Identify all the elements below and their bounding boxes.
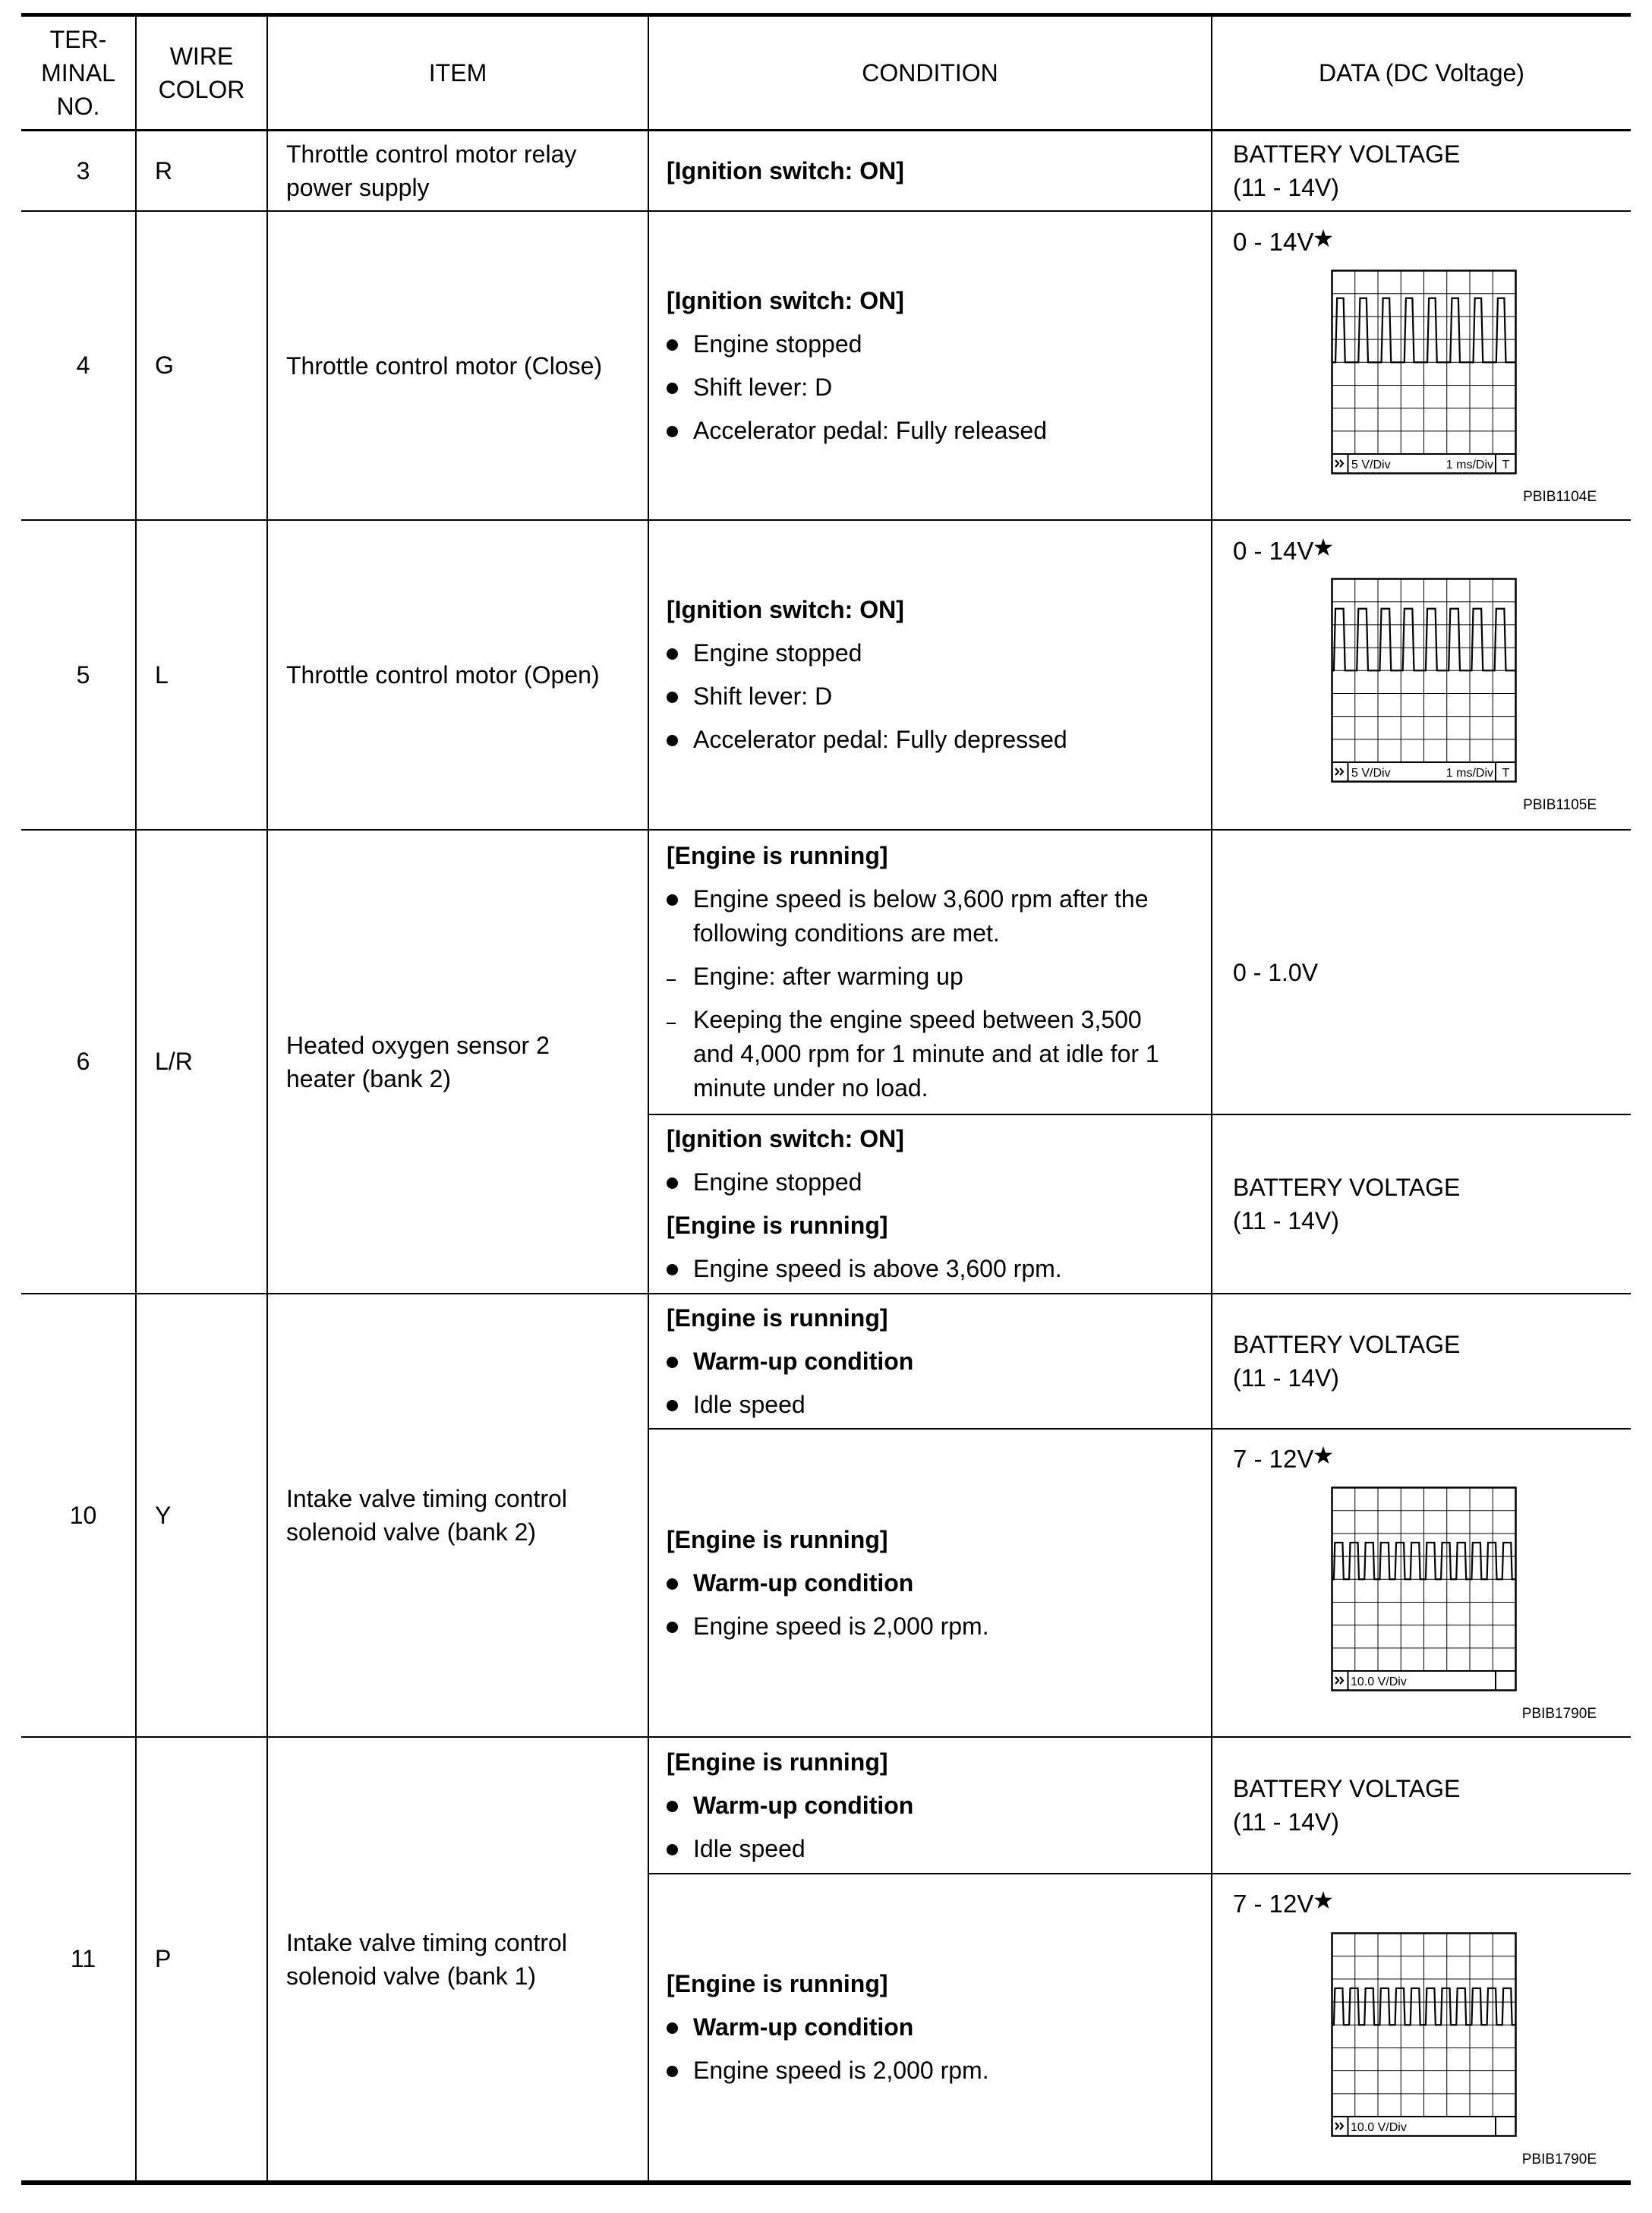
header-text: ITEM bbox=[428, 59, 487, 87]
wire-color: Y bbox=[155, 1501, 172, 1529]
column-divider bbox=[266, 17, 268, 2180]
bullet-icon bbox=[667, 2066, 678, 2077]
condition-bullet-item bbox=[667, 636, 1210, 670]
oscilloscope-figure bbox=[1331, 270, 1518, 476]
item-cell bbox=[286, 131, 646, 210]
item-text: solenoid valve (bank 1) bbox=[286, 1962, 537, 1990]
condition-text: Engine speed is above 3,600 rpm. bbox=[693, 1255, 1062, 1282]
terminal-no: 5 bbox=[76, 660, 90, 689]
item-cell bbox=[286, 831, 646, 1293]
condition-bullet-item bbox=[667, 679, 1210, 714]
terminal-no: 6 bbox=[76, 1048, 90, 1075]
bullet-icon bbox=[667, 1622, 678, 1633]
bullet-icon bbox=[667, 2022, 678, 2034]
scope-menu-icon bbox=[1332, 1671, 1348, 1691]
header-text: MINAL bbox=[41, 59, 115, 87]
voltage-range-text: 7 - 12V bbox=[1233, 1890, 1314, 1918]
item-text: solenoid valve (bank 2) bbox=[286, 1518, 537, 1546]
condition-text: Engine speed is 2,000 rpm. bbox=[693, 2057, 989, 2084]
figure-code: PBIB1790E bbox=[1521, 1706, 1597, 1722]
condition-text: minute under no load. bbox=[693, 1074, 928, 1102]
bullet-icon bbox=[667, 1177, 678, 1189]
condition-text: Keeping the engine speed between 3,500 bbox=[693, 1006, 1142, 1033]
scope-volts-per-div: 5 V/Div bbox=[1351, 459, 1391, 471]
voltage-range-label bbox=[1233, 1446, 1332, 1471]
star-icon bbox=[1314, 1446, 1332, 1464]
condition-heading: [Ignition switch: ON] bbox=[667, 156, 904, 184]
item-text: Throttle control motor (Open) bbox=[286, 661, 600, 689]
bullet-icon bbox=[667, 1801, 678, 1812]
terminal-no: 11 bbox=[70, 1945, 96, 1972]
bullet-icon bbox=[667, 383, 678, 394]
condition-bullet-item bbox=[667, 1252, 1210, 1286]
data-text: BATTERY VOLTAGE bbox=[1233, 140, 1461, 168]
bullet-icon bbox=[667, 339, 678, 351]
condition-text: Warm-up condition bbox=[693, 2013, 914, 2041]
voltage-range-text: 0 - 14V bbox=[1233, 228, 1314, 256]
bullet-icon bbox=[667, 648, 678, 660]
header-wire-color bbox=[137, 17, 266, 129]
scope-trigger-text: T bbox=[1502, 767, 1510, 780]
wire-color: G bbox=[155, 351, 174, 379]
item-cell bbox=[286, 212, 646, 519]
condition-heading: [Engine is running] bbox=[667, 1304, 888, 1332]
condition-cell bbox=[667, 1738, 1210, 1873]
condition-bullet-item bbox=[667, 2054, 1210, 2088]
data-text: (11 - 14V) bbox=[1233, 1207, 1339, 1234]
scope-empty-box bbox=[1496, 2117, 1516, 2136]
item-text: Intake valve timing control bbox=[286, 1485, 567, 1512]
condition-bullet-item bbox=[667, 370, 1210, 405]
voltage-range-label bbox=[1233, 229, 1332, 254]
condition-bullet-item bbox=[667, 1388, 1210, 1422]
data-text: (11 - 14V) bbox=[1233, 174, 1339, 201]
condition-text: Engine speed is below 3,600 rpm after the bbox=[693, 885, 1149, 913]
scope-trigger-text: T bbox=[1502, 459, 1510, 471]
wire-color: P bbox=[155, 1945, 172, 1972]
header-text: CONDITION bbox=[862, 59, 998, 87]
scope-menu-icon bbox=[1332, 2117, 1348, 2136]
condition-bullet-item bbox=[667, 1789, 1210, 1823]
terminal-no: 10 bbox=[69, 1501, 97, 1529]
condition-text: Shift lever: D bbox=[693, 682, 833, 710]
condition-bullet-item bbox=[667, 327, 1210, 361]
scope-trigger-box bbox=[1496, 454, 1516, 474]
condition-cell bbox=[667, 1294, 1210, 1428]
star-icon bbox=[1314, 229, 1332, 247]
scope-time-per-div: 1 ms/Div bbox=[1446, 459, 1493, 471]
condition-text: Idle speed bbox=[693, 1390, 806, 1418]
item-cell bbox=[286, 521, 646, 829]
bullet-icon bbox=[667, 426, 678, 437]
condition-heading: [Engine is running] bbox=[667, 842, 888, 869]
data-cell bbox=[1233, 131, 1628, 210]
condition-text: Engine speed is 2,000 rpm. bbox=[693, 1612, 989, 1640]
condition-dash-item bbox=[667, 960, 1210, 994]
voltage-range-text: 7 - 12V bbox=[1233, 1445, 1314, 1473]
table-bottom-border bbox=[21, 2180, 1631, 2185]
condition-text: Engine: after warming up bbox=[693, 963, 963, 990]
condition-text: following conditions are met. bbox=[693, 919, 1000, 947]
voltage-range-text: 0 - 14V bbox=[1233, 537, 1314, 565]
header-condition bbox=[649, 17, 1211, 129]
data-text: BATTERY VOLTAGE bbox=[1233, 1174, 1461, 1201]
condition-heading: [Ignition switch: ON] bbox=[667, 286, 904, 314]
condition-text: Accelerator pedal: Fully depressed bbox=[693, 726, 1067, 753]
condition-heading: [Ignition switch: ON] bbox=[667, 1125, 904, 1152]
data-text: BATTERY VOLTAGE bbox=[1233, 1775, 1461, 1802]
condition-bullet-item bbox=[667, 882, 1210, 950]
figure-code: PBIB1104E bbox=[1523, 489, 1597, 505]
scope-trigger-box bbox=[1496, 762, 1516, 782]
item-cell bbox=[286, 1294, 646, 1736]
data-text: BATTERY VOLTAGE bbox=[1233, 1331, 1461, 1358]
condition-text: Warm-up condition bbox=[693, 1568, 914, 1597]
scope-volts-per-div: 10.0 V/Div bbox=[1351, 2121, 1407, 2134]
condition-bullet-item bbox=[667, 414, 1210, 448]
data-cell bbox=[1233, 1738, 1628, 1873]
bullet-icon bbox=[667, 735, 678, 746]
bullet-icon bbox=[667, 1400, 678, 1411]
condition-bullet-item bbox=[667, 1345, 1210, 1379]
star-icon bbox=[1314, 538, 1332, 556]
column-divider bbox=[648, 17, 649, 2180]
condition-text: Engine stopped bbox=[693, 1168, 862, 1196]
bullet-icon bbox=[667, 1578, 678, 1590]
condition-bullet-item bbox=[667, 1832, 1210, 1866]
item-text: Intake valve timing control bbox=[286, 1928, 567, 1956]
figure-code: PBIB1790E bbox=[1521, 2152, 1597, 2167]
item-text: power supply bbox=[286, 174, 430, 201]
header-text: DATA (DC Voltage) bbox=[1319, 59, 1524, 87]
voltage-range-label bbox=[1233, 538, 1332, 563]
data-text: (11 - 14V) bbox=[1233, 1364, 1339, 1392]
header-text: COLOR bbox=[158, 76, 245, 103]
condition-heading: [Ignition switch: ON] bbox=[667, 596, 904, 623]
header-text: WIRE bbox=[169, 43, 234, 70]
condition-text: Warm-up condition bbox=[693, 1791, 914, 1819]
condition-heading: [Engine is running] bbox=[667, 1525, 888, 1553]
bullet-icon bbox=[667, 1357, 678, 1368]
condition-text: Engine stopped bbox=[693, 329, 862, 358]
figure-code: PBIB1105E bbox=[1523, 797, 1597, 813]
condition-bullet-item bbox=[667, 723, 1210, 757]
item-text: Throttle control motor (Close) bbox=[286, 351, 603, 380]
condition-heading: [Engine is running] bbox=[667, 1212, 888, 1239]
column-divider bbox=[1211, 17, 1212, 2180]
terminal-no: 4 bbox=[76, 351, 90, 379]
condition-text: Accelerator pedal: Fully released bbox=[693, 416, 1048, 444]
item-cell bbox=[286, 1738, 646, 2180]
header-terminal-no bbox=[21, 17, 135, 129]
header-text: TER- bbox=[49, 26, 107, 53]
condition-cell bbox=[667, 521, 1210, 829]
data-cell bbox=[1233, 831, 1628, 1114]
data-cell bbox=[1233, 1115, 1628, 1293]
data-text: (11 - 14V) bbox=[1233, 1808, 1339, 1836]
item-text: heater (bank 2) bbox=[286, 1064, 452, 1092]
wire-color: L bbox=[155, 660, 169, 689]
star-icon bbox=[1314, 1891, 1332, 1909]
scope-volts-per-div: 10.0 V/Div bbox=[1351, 1676, 1407, 1688]
condition-dash-item bbox=[667, 1003, 1210, 1105]
bullet-icon bbox=[667, 1844, 678, 1855]
scope-empty-box bbox=[1496, 1671, 1516, 1691]
condition-heading: [Engine is running] bbox=[667, 1970, 888, 1997]
condition-cell bbox=[667, 831, 1210, 1114]
condition-cell bbox=[667, 1874, 1210, 2180]
voltage-range-label bbox=[1233, 1891, 1332, 1916]
header-text: NO. bbox=[56, 93, 100, 120]
bullet-icon bbox=[667, 894, 678, 906]
oscilloscope-figure bbox=[1331, 578, 1518, 784]
scope-time-per-div: 1 ms/Div bbox=[1446, 767, 1493, 780]
dash-icon bbox=[667, 979, 676, 981]
condition-heading: [Engine is running] bbox=[667, 1748, 888, 1776]
condition-cell bbox=[667, 212, 1210, 519]
scope-menu-icon bbox=[1332, 454, 1348, 474]
scope-volts-per-div: 5 V/Div bbox=[1351, 767, 1391, 780]
condition-bullet-item bbox=[667, 2010, 1210, 2044]
item-text: Heated oxygen sensor 2 bbox=[286, 1031, 550, 1059]
header-data bbox=[1212, 17, 1631, 129]
wire-color: L/R bbox=[155, 1048, 193, 1075]
bullet-icon bbox=[667, 1264, 678, 1275]
condition-cell bbox=[667, 1430, 1210, 1736]
condition-text: and 4,000 rpm for 1 minute and at idle for 1 bbox=[693, 1040, 1159, 1067]
oscilloscope-figure bbox=[1331, 1932, 1518, 2139]
condition-cell bbox=[667, 1115, 1210, 1293]
header-item bbox=[268, 17, 648, 129]
data-text: 0 - 1.0V bbox=[1233, 958, 1319, 986]
bullet-icon bbox=[667, 692, 678, 703]
item-text: Throttle control motor relay bbox=[286, 140, 577, 168]
condition-text: Warm-up condition bbox=[693, 1347, 914, 1375]
condition-bullet-item bbox=[667, 1609, 1210, 1644]
data-cell bbox=[1233, 1294, 1628, 1428]
condition-bullet-item bbox=[667, 1165, 1210, 1199]
terminal-no: 3 bbox=[76, 156, 90, 184]
condition-bullet-item bbox=[667, 1566, 1210, 1600]
scope-menu-icon bbox=[1332, 762, 1348, 782]
condition-text: Shift lever: D bbox=[693, 373, 833, 401]
dash-icon bbox=[667, 1023, 676, 1024]
oscilloscope-figure bbox=[1331, 1486, 1518, 1693]
condition-text: Idle speed bbox=[693, 1834, 806, 1862]
condition-cell bbox=[667, 131, 1210, 210]
wire-color: R bbox=[155, 156, 173, 184]
condition-text: Engine stopped bbox=[693, 639, 862, 667]
